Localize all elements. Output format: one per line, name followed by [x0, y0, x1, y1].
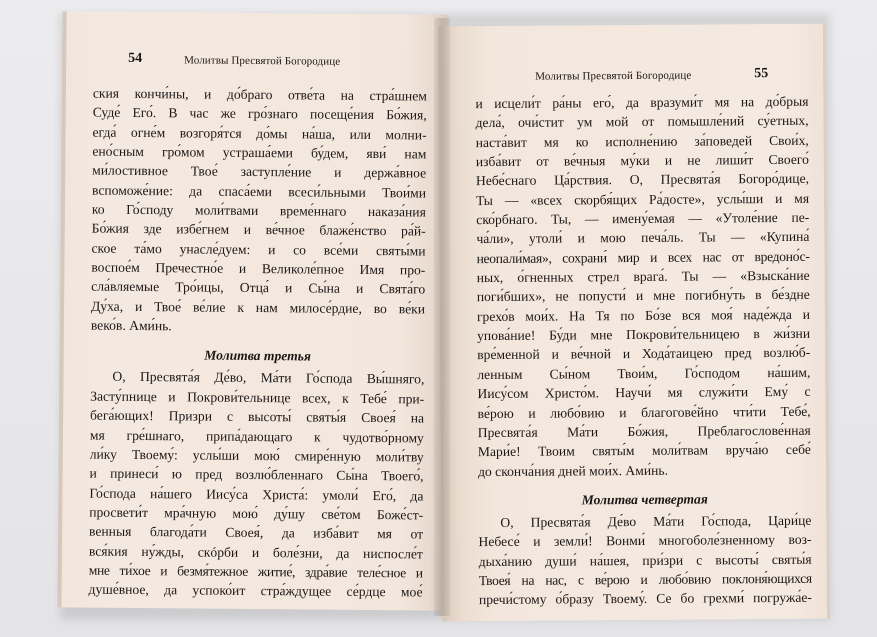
- prayer-heading: Молитва третья: [204, 348, 311, 364]
- prayer-heading: Молитва четвертая: [581, 491, 708, 508]
- text-line: ския кончи́ны, и до́браго отве́та на стра́шнем: [92, 85, 427, 104]
- text-line: просвети́т мра́чную мою́ ду́шу све́том Боже́ст-: [89, 504, 424, 523]
- text-line: Иису́сом Христо́м. Научи́ мя служи́ти Ему́ с: [477, 383, 811, 402]
- text-line: изба́вит от ве́чныя му́ки и не лиши́т Своего́: [475, 151, 809, 170]
- text-line: и принеси́ ю пред возлю́бленнаго Сы́на Твоего́,: [89, 465, 424, 484]
- page-number: 55: [754, 66, 769, 82]
- text-line: ми́лостивное Твое́ заступле́ние и держа́вное: [92, 162, 427, 181]
- text-line: пречи́стому о́бразу Твоему́. Се бо грехми́ погружа́е-: [478, 590, 812, 608]
- text-line: ено́сным гро́мом устраша́еми бу́дем, яви́ нам: [92, 143, 427, 162]
- text-line: ско́рбнаго. Ты, — имену́емая — «Утоле́ние пе-: [476, 209, 810, 228]
- text-line: Ду́ха, и Твое́ ве́лие к нам милосе́рдие, во ве́ки: [90, 298, 426, 317]
- left-page: [57, 11, 448, 610]
- text-line: ское та́мо унасле́дуем: и со все́ми святы́ми: [91, 240, 426, 259]
- text-line: ча́ли», утоли́ и мою печа́ль. Ты — «Купина́: [476, 229, 810, 247]
- page-text: [475, 92, 812, 610]
- text-line: душе́вное, да успоко́ит стра́ждущее се́рдце мое́: [88, 581, 423, 600]
- text-line: дела́, очи́стит ум мой от помышле́ний су́етных,: [475, 113, 809, 131]
- running-head: Молитвы Пресвятой Богородице: [184, 54, 341, 68]
- text-line: Бо́жия зде избе́гнем и ве́чное блаже́нство ра́й-: [91, 220, 426, 239]
- text-line: ко Го́споду моли́твами време́ннаго наказа́ния: [91, 201, 426, 220]
- text-line: наста́вит мя ко исполне́нию за́поведей Свои́х,: [475, 132, 809, 150]
- text-line: Го́спода на́шего Иису́са Христа́: умоли́ Его́, да: [89, 485, 424, 504]
- text-line: Засту́пнице и Покрови́тельнице всех, к Тебе́ при-: [90, 388, 425, 407]
- text-line: неопали́мая», сохрани́ мир и всех нас от вредоно́с-: [476, 248, 810, 266]
- text-line: Мари́е! Твоим святы́м моли́твам вруча́ю себе́: [477, 441, 811, 460]
- page-text: [88, 84, 426, 602]
- text-line: ве́рою и любо́вию и благогове́йно чти́ти Тебе́,: [477, 403, 811, 421]
- text-line: Ты — «всех скорбя́щих Ра́досте», услы́ши и мя: [476, 190, 810, 208]
- page-number: 54: [128, 50, 143, 67]
- text-line: вся́кия ну́жды, скóрби и боле́зни, да ниспосле́т: [88, 543, 423, 562]
- text-line: сла́вляемые Тро́ицы, Отца́ и Сы́на и Свята́го: [91, 279, 426, 297]
- text-line: до сконча́ния дней мои́х. Ами́нь.: [477, 462, 669, 479]
- text-line: О, Пресвята́я Де́во Ма́ти Го́спода, Цари́це: [500, 512, 812, 530]
- text-line: О, Пресвята́я Де́во, Ма́ти Го́спода Вы́шняго,: [112, 369, 425, 387]
- running-head: Молитвы Пресвятой Богородице: [535, 69, 692, 83]
- text-line: дыха́нию души́ на́шея, при́зри с высоты́ святы́я: [478, 551, 812, 569]
- text-line: веко́в. Ами́нь.: [90, 317, 172, 334]
- text-line: мне ти́хое и безмя́тежное житие́, здра́вие теле́сное и: [88, 562, 423, 581]
- text-line: воспое́м Пречестно́е и Великоле́пное Имя про-: [91, 259, 426, 278]
- text-line: и исцели́т ра́ны его́, да вразуми́т мя на до́брыя: [475, 93, 809, 112]
- text-line: егда́ огне́м возгоря́тся до́мы на́ша, или молни-: [92, 124, 427, 143]
- text-line: грехо́в мои́х. На Тя по Бо́зе вся моя́ наде́жда и: [476, 306, 810, 324]
- text-line: Небе́снаго Ца́рствия. О, Пресвята́я Богоро́дице,: [475, 171, 810, 189]
- right-page: [438, 24, 830, 622]
- text-line: поги́бших», не попусти́ и мне погибну́ть в бе́здне: [476, 287, 810, 305]
- text-line: упова́ние! Бу́ди мне Покрови́тельницею в жи́зни: [477, 325, 811, 344]
- book-gutter: [434, 18, 450, 616]
- text-line: Твоея́ на нас, с ве́рою и любо́вию поклоня́ющихся: [478, 570, 812, 588]
- text-line: мя гре́шнаго, припа́дающаго к чудотво́рному: [89, 427, 424, 445]
- text-line: Небесе́ и земли́! Вонми́ многоболе́зненному воз-: [478, 531, 812, 550]
- text-line: ных, о́гненных стрел врага́. Ты — «Взыска́ние: [476, 267, 810, 286]
- text-line: вспоможе́ние: да спаса́еми всеси́льными Твои́ми: [91, 182, 427, 201]
- text-line: вре́менной и ве́чной и Хода́таицею пред возлю́б-: [477, 345, 811, 363]
- text-line: ленным Сы́ном Твои́м, Го́сподом на́шим,: [477, 364, 811, 382]
- text-line: бега́ющих! Призри с высоты́ святы́я Своея́ на: [90, 407, 425, 426]
- text-line: Суде́ Его́. В час же гро́знаго посеще́ния Бо́жия,: [92, 104, 427, 123]
- text-line: венныя благода́ти Своея́, да изба́вит мя от: [89, 523, 424, 542]
- text-line: Пресвята́я Ма́ти Бо́жия, Преблагослове́нная: [477, 422, 811, 440]
- text-line: ли́ку Твоему́: услы́ши мою́ смире́нную моли́тву: [89, 446, 424, 465]
